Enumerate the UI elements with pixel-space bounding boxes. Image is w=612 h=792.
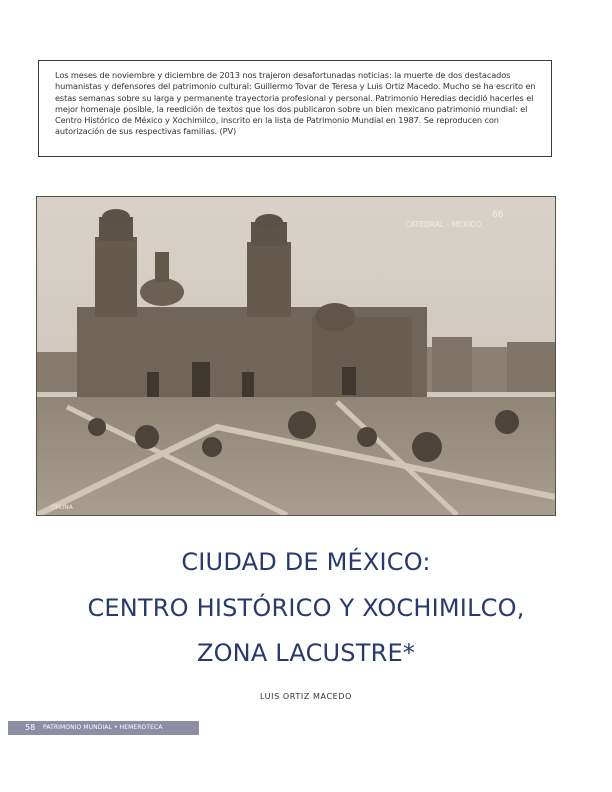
footer-label: PATRIMONIO MUNDIAL • HEMEROTECA (43, 724, 163, 731)
photo-number: 66 (492, 210, 504, 220)
title-line-2: CENTRO HISTÓRICO Y XOCHIMILCO, (87, 594, 525, 622)
page-number: 58 (25, 723, 36, 732)
intro-text: Los meses de noviembre y diciembre de 2013 nos trajeron desafortunadas noticias: la muerte de dos destacados humanistas y defensores del patrimonio cultural: Guillermo Tovar de Teresa y Luis Ortiz Macedo. Mucho se ha escrito en estas semanas sobre su larga y permanente trayectoria profesional y personal. Patrimonio Heredias decidió hacerles el mejor homenaje posible, la reedición de textos que los dos publicaron sobre un bien mexicano patrimonio mundial: el Centro Histórico de México y Xochimilco, inscrito en la lista de Patrimonio Mundial en 1987. Se reproducen con autorización de sus respectivas familias. (PV) (55, 70, 536, 137)
title-line-1: CIUDAD DE MÉXICO: (181, 548, 431, 576)
cathedral-photo (36, 196, 556, 516)
author-name: LUIS ORTIZ MACEDO (260, 692, 352, 701)
title-line-3: ZONA LACUSTRE* (196, 639, 416, 667)
photo-caption: CATEDRAL - MEXICO. (405, 220, 484, 229)
photo-corner-mark: ORUNA (51, 504, 73, 511)
